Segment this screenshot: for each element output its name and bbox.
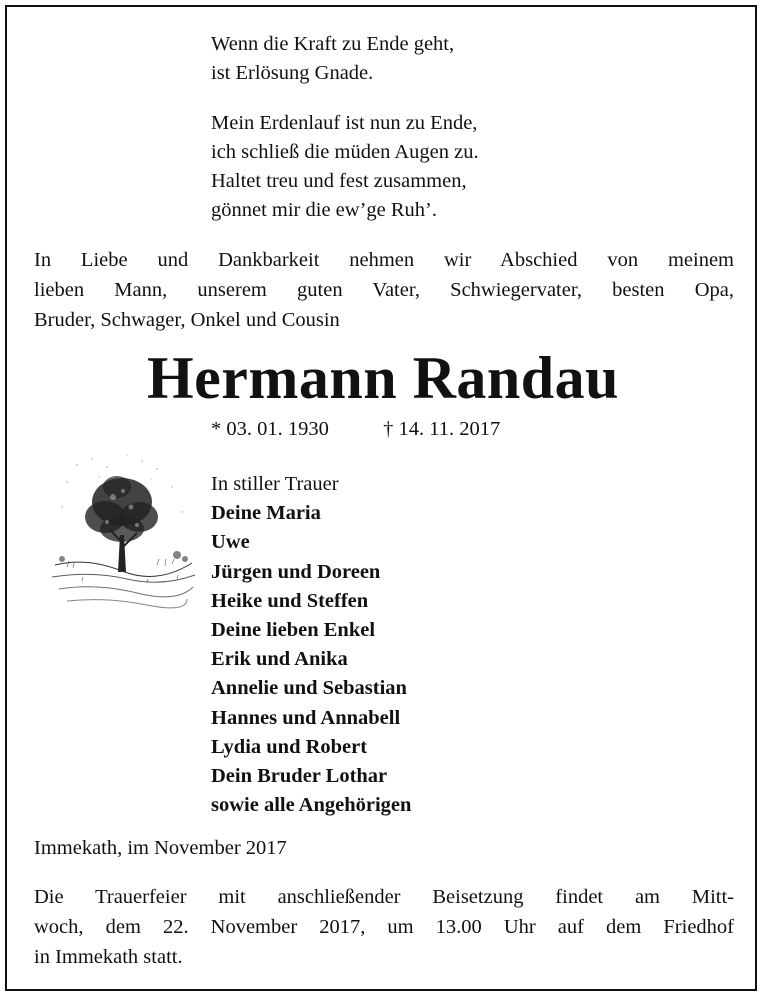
funeral-line: in Immekath statt. xyxy=(34,946,183,968)
mourner-name: Deine lieben Enkel xyxy=(211,619,376,642)
funeral-notice xyxy=(34,882,734,972)
birth-date: * 03. 01. 1930 xyxy=(211,418,329,440)
mourner-name: Deine Maria xyxy=(211,502,321,525)
poem-line: Haltet treu und fest zusammen, xyxy=(211,170,467,192)
deceased-name: Hermann Randau xyxy=(146,345,620,411)
mourner-name: Dein Bruder Lothar xyxy=(211,765,388,788)
poem-line: ich schließ die müden Augen zu. xyxy=(211,141,479,163)
mourner-name: Jürgen und Doreen xyxy=(211,560,381,583)
farewell-line: In Liebe und Dankbarkeit nehmen wir Abschied von meinem xyxy=(34,249,734,271)
obituary-frame xyxy=(5,5,757,991)
mourner-name: Lydia und Robert xyxy=(211,735,368,758)
poem-line: gönnet mir die ew’ge Ruh’. xyxy=(211,199,438,221)
funeral-line: woch, dem 22. November 2017, um 13.00 Uhr auf dem Friedhof xyxy=(34,916,734,938)
mourner-name: sowie alle Angehörigen xyxy=(211,794,412,817)
farewell-line: lieben Mann, unserem guten Vater, Schwiegervater, besten Opa, xyxy=(34,279,734,301)
poem-line: Wenn die Kraft zu Ende geht, xyxy=(211,33,455,55)
farewell-text xyxy=(34,245,734,335)
place-date: Immekath, im November 2017 xyxy=(34,837,287,859)
mourner-name: Annelie und Sebastian xyxy=(211,677,407,700)
death-date: † 14. 11. 2017 xyxy=(383,418,501,440)
funeral-line: Die Trauerfeier mit anschließender Beisetzung findet am Mitt- xyxy=(34,886,734,908)
tree-landscape-icon xyxy=(47,447,197,617)
poem-line: ist Erlösung Gnade. xyxy=(211,62,374,84)
life-dates xyxy=(211,415,500,443)
poem-stanza-2 xyxy=(211,109,479,225)
poem-stanza-1 xyxy=(211,30,454,88)
mourner-name: Uwe xyxy=(211,531,250,554)
poem-line: Mein Erdenlauf ist nun zu Ende, xyxy=(211,112,478,134)
mourners-heading: In stiller Trauer xyxy=(211,473,339,495)
mourner-name: Erik und Anika xyxy=(211,648,348,671)
mourner-name: Heike und Steffen xyxy=(211,589,369,612)
mourner-name: Hannes und Annabell xyxy=(211,706,401,729)
mourners-list xyxy=(211,470,411,820)
farewell-line: Bruder, Schwager, Onkel und Cousin xyxy=(34,309,340,331)
